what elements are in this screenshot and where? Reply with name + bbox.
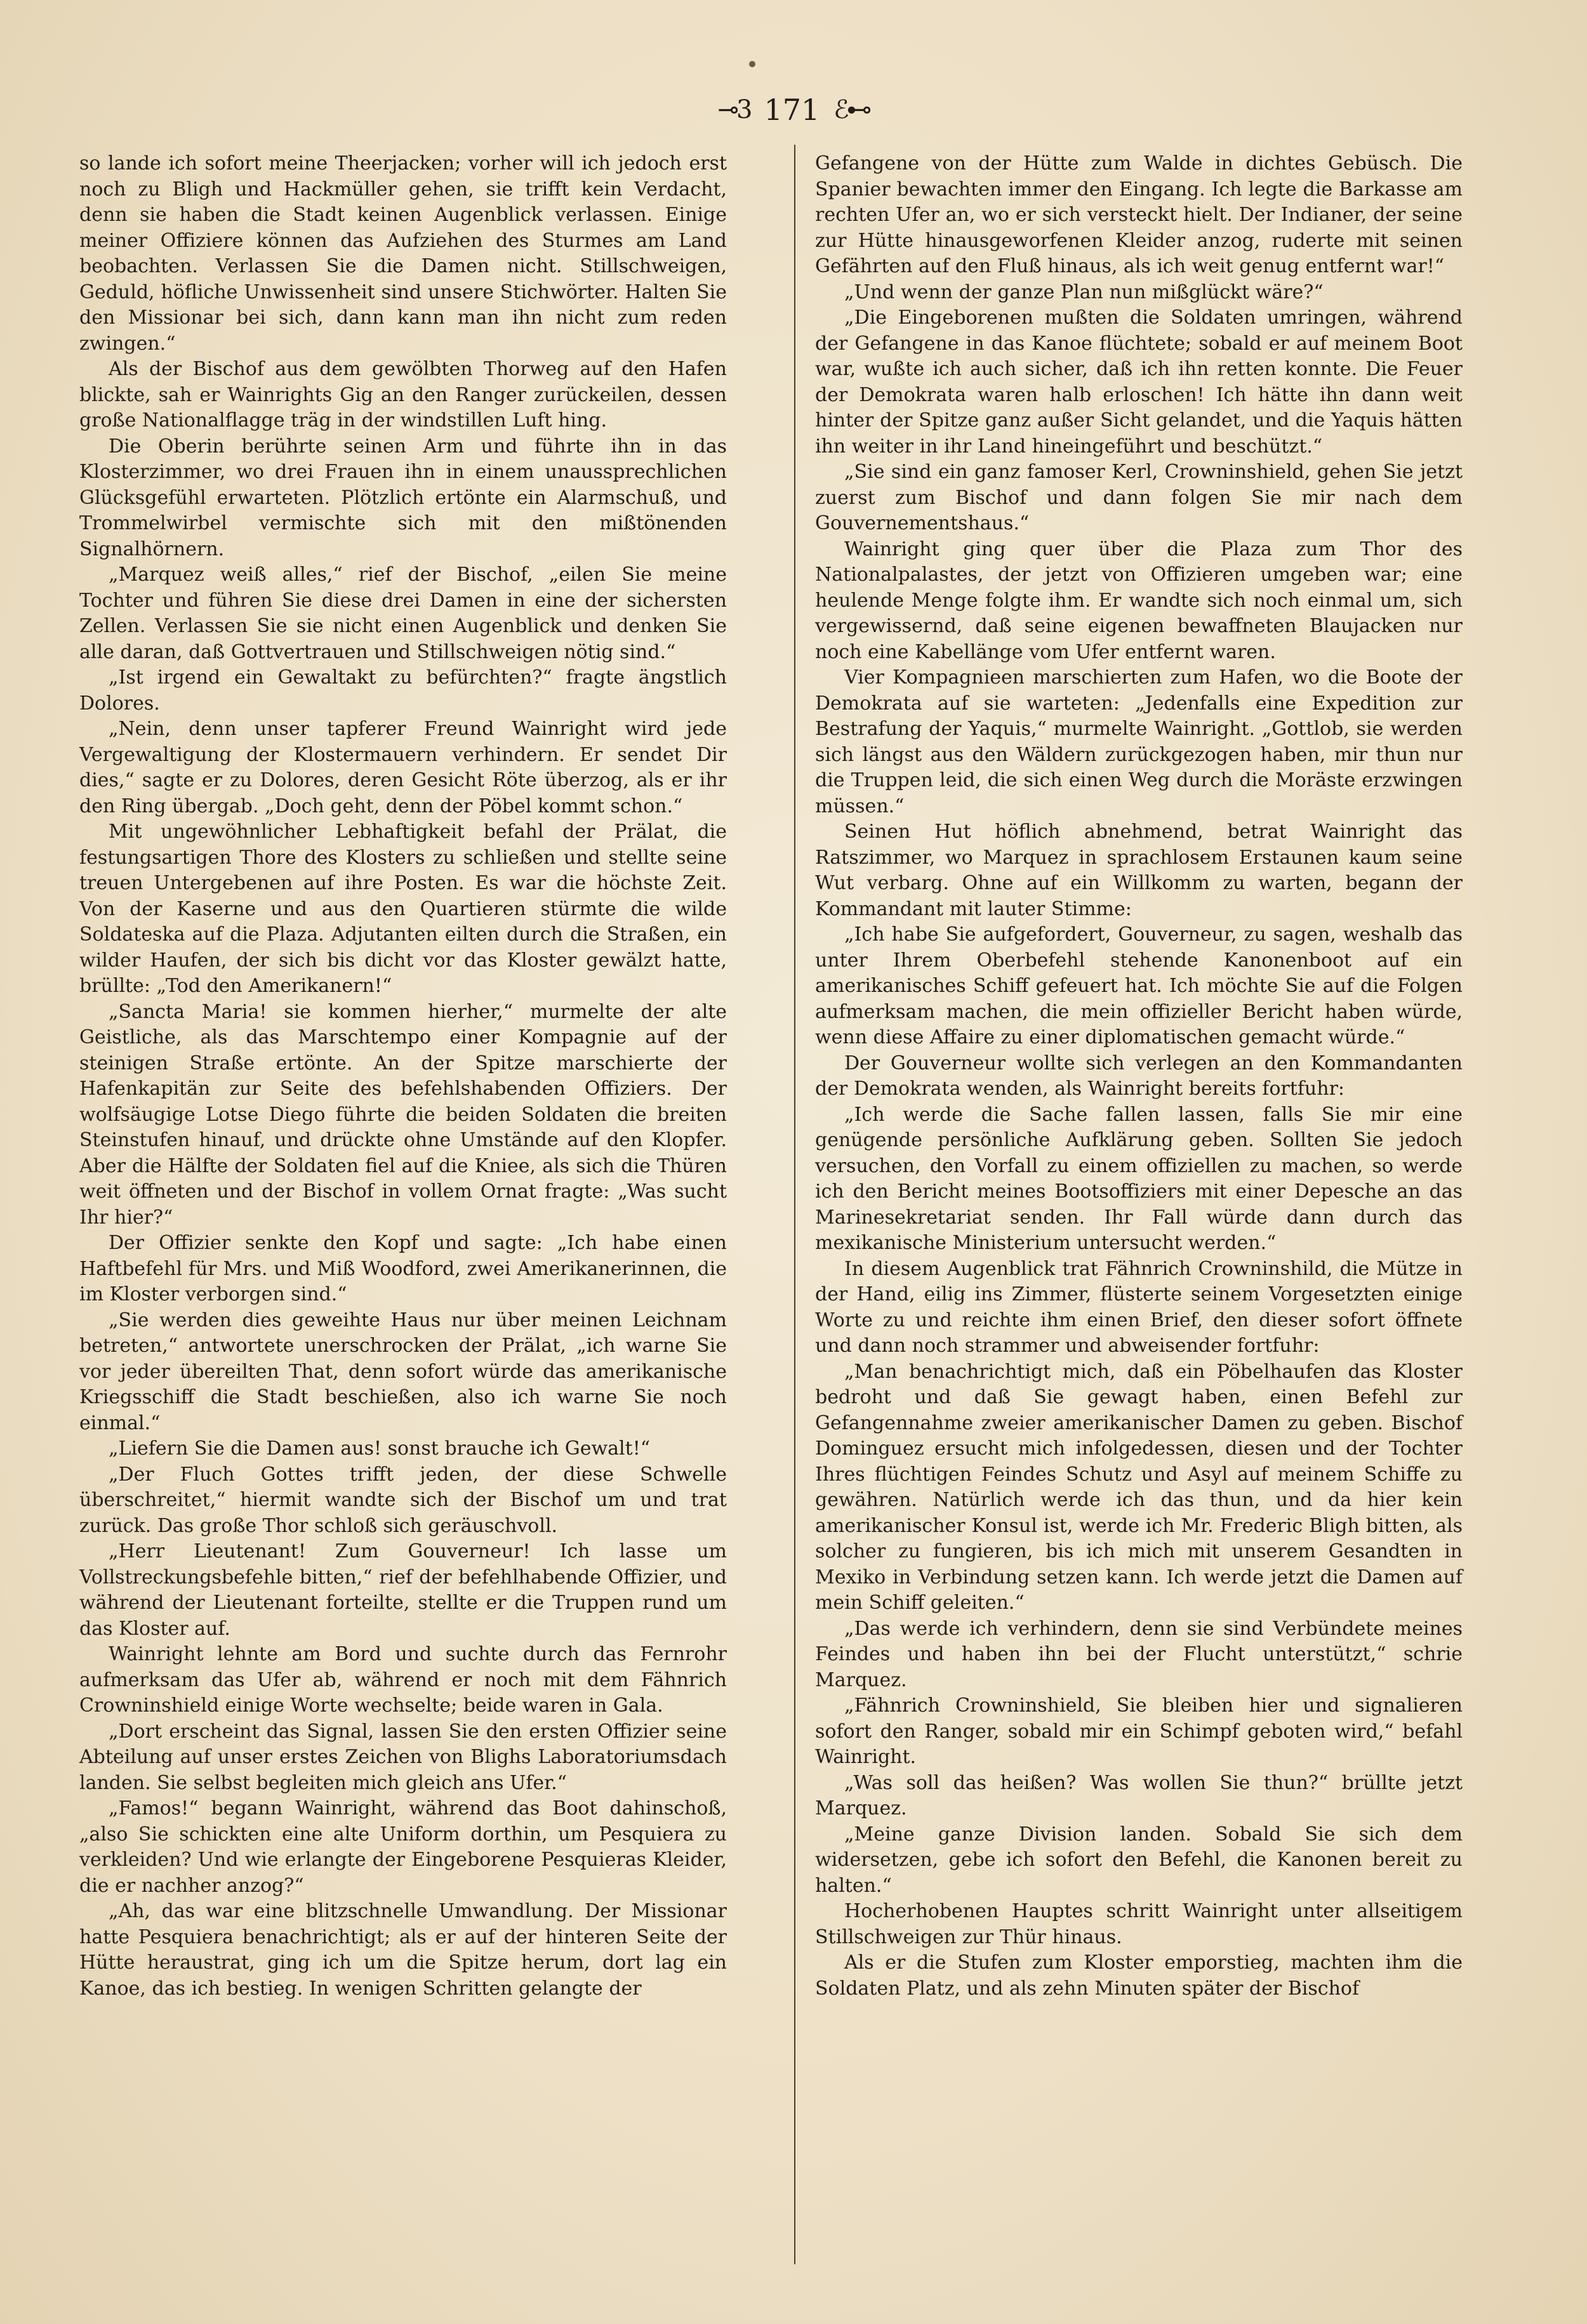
paragraph: Wainright lehnte am Bord und suchte durch das Fernrohr aufmerksam das Ufer ab, während er noch mit dem Fähnrich Crowninshield einige Worte wechselte; beide waren in Gala. <box>79 1643 727 1717</box>
paragraph: Seinen Hut höflich abnehmend, betrat Wainright das Ratszimmer, wo Marquez in sprachlosem Erstaunen kaum seine Wut verbarg. Ohne auf ein Willkomm zu warten, begann der Kommandant mit lauter Stimme: <box>815 821 1463 920</box>
paragraph: „Sie sind ein ganz famoser Kerl, Crowninshield, gehen Sie jetzt zuerst zum Bischof und dann folgen Sie mir nach dem Gouvernementshaus.“ <box>815 461 1463 534</box>
paragraph: Der Gouverneur wollte sich verlegen an den Kommandanten der Demokrata wenden, als Wainright bereits fortfuhr: <box>815 1052 1463 1100</box>
paragraph: „Ich habe Sie aufgefordert, Gouverneur, zu sagen, weshalb das unter Ihrem Oberbefehl stehende Kanonenboot auf ein amerikanisches Schiff gefeuert hat. Ich möchte Sie auf die Folgen aufmerksam machen, die mein offizieller Bericht haben würde, wenn diese Affaire zu einer diplomatischen gemacht würde.“ <box>815 923 1463 1048</box>
paragraph: „Herr Lieutenant! Zum Gouverneur! Ich lasse um Vollstreckungsbefehle bitten,“ rief der befehlhabende Offizier, und während der Lieutenant forteilte, stellte er die Truppen rund um das Kloster auf. <box>79 1540 727 1640</box>
paragraph: „Ah, das war eine blitzschnelle Umwandlung. Der Missionar hatte Pesquiera benachrichtigt; als er auf der hinteren Seite der Hütte heraustrat, ging ich um die Spitze herum, dort lag ein Kanoe, das ich bestieg. In wenigen Schritten gelangte der <box>79 1900 727 2000</box>
paragraph: „Man benachrichtigt mich, daß ein Pöbelhaufen das Kloster bedroht und daß Sie gewagt haben, einen Befehl zur Gefangennahme zweier amerikanischer Damen zu geben. Bischof Dominguez ersucht mich infolgedessen, diesen und der Tochter Ihres flüchtigen Feindes Schutz und Asyl auf meinem Schiffe zu gewähren. Natürlich werde ich das thun, und da hier kein amerikanischer Konsul ist, werde ich Mr. Frederic Bligh bitten, als solcher zu fungieren, bis ich mich mit unserem Gesandten in Mexiko in Verbindung setzen kann. Ich werde jetzt die Damen auf mein Schiff geleiten.“ <box>815 1360 1463 1614</box>
paragraph: „Marquez weiß alles,“ rief der Bischof, „eilen Sie meine Tochter und führen Sie diese drei Damen in eine der sichersten Zellen. Verlassen Sie sie nicht einen Augenblick und denken Sie alle daran, daß Gottvertrauen und Stillschweigen nötig sind.“ <box>79 564 727 663</box>
paragraph: so lande ich sofort meine Theerjacken; vorher will ich jedoch erst noch zu Bligh und Hackmüller gehen, sie trifft kein Verdacht, denn sie haben die Stadt keinen Augenblick verlassen. Einige meiner Offiziere können das Aufziehen des Sturmes am Land beobachten. Verlassen Sie die Damen nicht. Stillschweigen, Geduld, höfliche Unwissenheit sind unsere Stichwörter. Halten Sie den Missionar bei sich, dann kann man ihn nicht zum reden zwingen.“ <box>79 152 727 355</box>
paragraph: „Sancta Maria! sie kommen hierher,“ murmelte der alte Geistliche, als das Marschtempo einer Kompagnie auf der steinigen Straße ertönte. An der Spitze marschierte der Hafenkapitän zur Seite des befehlshabenden Offiziers. Der wolfsäugige Lotse Diego führte die beiden Soldaten die breiten Steinstufen hinauf, und drückte ohne Umstände auf den Klopfer. Aber die Hälfte der Soldaten fiel auf die Kniee, als sich die Thüren weit öffneten und der Bischof in vollem Ornat fragte: „Was sucht Ihr hier?“ <box>79 1000 727 1229</box>
paragraph: „Und wenn der ganze Plan nun mißglückt wäre?“ <box>844 281 1324 303</box>
paragraph: „Ist irgend ein Gewaltakt zu befürchten?“ fragte ängstlich Dolores. <box>79 666 727 715</box>
paragraph: „Nein, denn unser tapferer Freund Wainright wird jede Vergewaltigung der Klostermauern verhindern. Er sendet Dir dies,“ sagte er zu Dolores, deren Gesicht Röte überzog, als er ihr den Ring übergab. „Doch geht, denn der Pöbel kommt schon.“ <box>79 718 727 817</box>
paragraph: „Meine ganze Division landen. Sobald Sie sich dem widersetzen, gebe ich sofort den Befehl, die Kanonen bereit zu halten.“ <box>815 1823 1463 1897</box>
paragraph: „Was soll das heißen? Was wollen Sie thun?“ brüllte jetzt Marquez. <box>815 1771 1463 1819</box>
paragraph: Gefangene von der Hütte zum Walde in dichtes Gebüsch. Die Spanier bewachten immer den Eingang. Ich legte die Barkasse am rechten Ufer an, wo er sich versteckt hielt. Der Indianer, der seine zur Hütte hinausgeworfenen Kleider anzog, ruderte mit seinen Gefährten auf den Fluß hinaus, als ich weit genug entfernt war!“ <box>815 152 1463 277</box>
left-column <box>79 151 727 2002</box>
paragraph: Hocherhobenen Hauptes schritt Wainright unter allseitigem Stillschweigen zur Thür hinaus. <box>815 1900 1463 1948</box>
ornament-left: ⊸3 <box>717 95 750 124</box>
paragraph: Der Offizier senkte den Kopf und sagte: „Ich habe einen Haftbefehl für Mrs. und Miß Woodford, zwei Amerikanerinnen, die im Kloster verborgen sind.“ <box>79 1232 727 1305</box>
paragraph: Mit ungewöhnlicher Lebhaftigkeit befahl der Prälat, die festungsartigen Thore des Klosters zu schließen und stellte seine treuen Untergebenen auf ihre Posten. Es war die höchste Zeit. Von der Kaserne und aus den Quartieren stürmte die wilde Soldateska auf die Plaza. Adjutanten eilten durch die Straßen, ein wilder Haufen, der sich bis dicht vor das Kloster gewälzt hatte, brüllte: „Tod den Amerikanern!“ <box>79 821 727 997</box>
paragraph: „Die Eingeborenen mußten die Soldaten umringen, während der Gefangene in das Kanoe flüchtete; sobald er auf meinem Boot war, wußte ich auch sicher, daß ich ihn retten konnte. Die Feuer der Demokrata waren halb erloschen! Ich hätte ihn dann weit hinter der Spitze ganz außer Sicht gelandet, und die Yaquis hätten ihn weiter in ihr Land hineingeführt und beschützt.“ <box>815 307 1463 458</box>
page-number: 171 <box>764 93 820 127</box>
paragraph: Als der Bischof aus dem gewölbten Thorweg auf den Hafen blickte, sah er Wainrights Gig an den Ranger zurückeilen, dessen große Nationalflagge träg in der windstillen Luft hing. <box>79 358 727 432</box>
paragraph: „Ich werde die Sache fallen lassen, falls Sie mir eine genügende persönliche Aufklärung geben. Sollten Sie jedoch versuchen, den Vorfall zu einem offiziellen zu machen, so werde ich den Bericht meines Bootsoffiziers mit einer Depesche an das Marinesekretariat senden. Ihr Fall würde dann durch das mexikanische Ministerium untersucht werden.“ <box>815 1103 1463 1254</box>
paragraph: „Liefern Sie die Damen aus! sonst brauche ich Gewalt!“ <box>109 1437 651 1460</box>
paragraph: Die Oberin berührte seinen Arm und führte ihn in das Klosterzimmer, wo drei Frauen ihn in einem unaussprechlichen Glücksgefühl erwarteten. Plötzlich ertönte ein Alarmschuß, und Trommelwirbel vermischte sich mit den mißtönenden Signalhörnern. <box>79 435 727 560</box>
ornament-right: ℰ⊷ <box>833 95 870 124</box>
paragraph: Vier Kompagnieen marschierten zum Hafen, wo die Boote der Demokrata auf sie warteten: „Jedenfalls eine Expedition zur Bestrafung der Yaquis,“ murmelte Wainright. „Gottlob, sie werden sich längst aus den Wäldern zurückgezogen haben, mir thun nur die Truppen leid, die sich einen Weg durch die Moräste erzwingen müssen.“ <box>815 666 1463 817</box>
page-header <box>667 88 920 132</box>
paragraph: In diesem Augenblick trat Fähnrich Crowninshild, die Mütze in der Hand, eilig ins Zimmer, flüsterte seinem Vorgesetzten einige Worte zu und reichte ihm einen Brief, den dieser sofort öffnete und dann noch strammer und abweisender fortfuhr: <box>815 1257 1463 1357</box>
paragraph: „Famos!“ begann Wainright, während das Boot dahinschoß, „also Sie schickten eine alte Uniform dorthin, um Pesquiera zu verkleiden? Und wie erlangte der Eingeborene Pesquieras Kleider, die er nachher anzog?“ <box>79 1797 727 1897</box>
right-column <box>815 151 1463 2002</box>
paragraph: „Das werde ich verhindern, denn sie sind Verbündete meines Feindes und haben ihn bei der Flucht unterstützt,“ schrie Marquez. <box>815 1617 1463 1691</box>
column-divider <box>794 145 795 2264</box>
ink-dot <box>749 61 755 67</box>
paragraph: Als er die Stufen zum Kloster emporstieg, machten ihm die Soldaten Platz, und als zehn Minuten später der Bischof <box>815 1951 1463 2000</box>
paragraph: „Fähnrich Crowninshield, Sie bleiben hier und signalieren sofort den Ranger, sobald mir ein Schimpf geboten wird,“ befahl Wainright. <box>815 1694 1463 1768</box>
paragraph: „Der Fluch Gottes trifft jeden, der diese Schwelle überschreitet,“ hiermit wandte sich der Bischof um und trat zurück. Das große Thor schloß sich geräuschvoll. <box>79 1463 727 1537</box>
paragraph: „Dort erscheint das Signal, lassen Sie den ersten Offizier seine Abteilung auf unser erstes Zeichen von Blighs Laboratoriumsdach landen. Sie selbst begleiten mich gleich ans Ufer.“ <box>79 1720 727 1794</box>
paragraph: „Sie werden dies geweihte Haus nur über meinen Leichnam betreten,“ antwortete unerschrocken der Prälat, „ich warne Sie vor jeder übereilten That, denn sofort würde das amerikanische Kriegsschiff die Stadt beschießen, also ich warne Sie noch einmal.“ <box>79 1309 727 1434</box>
paragraph: Wainright ging quer über die Plaza zum Thor des Nationalpalastes, der jetzt von Offizieren umgeben war; eine heulende Menge folgte ihm. Er wandte sich noch einmal um, sich vergewissernd, daß seine eigenen bewaffneten Blaujacken nur noch eine Kabellänge vom Ufer entfernt waren. <box>815 538 1463 663</box>
